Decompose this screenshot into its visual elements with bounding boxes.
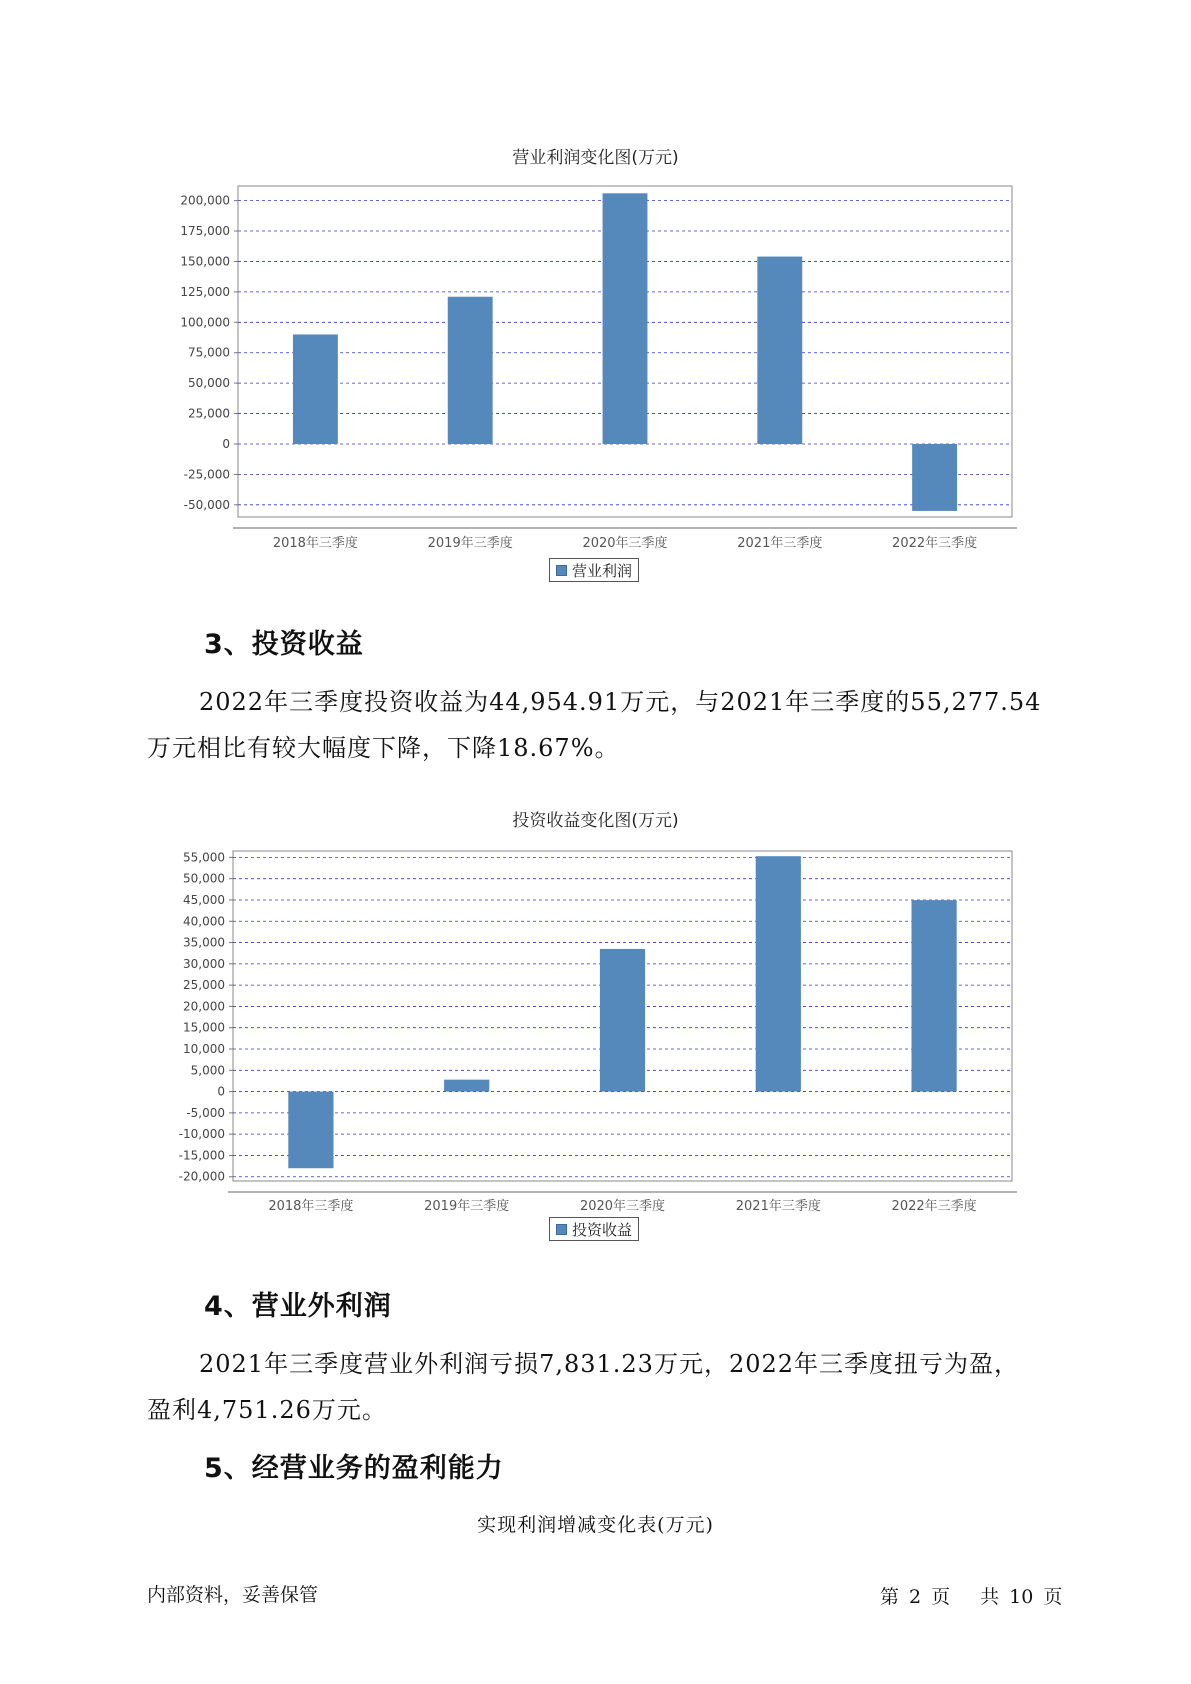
bar [756, 856, 801, 1091]
y-tick-label: 150,000 [180, 254, 230, 269]
bar [288, 1092, 333, 1169]
y-tick-label: 20,000 [183, 999, 225, 1014]
bar [444, 1080, 489, 1092]
y-tick-label: 10,000 [183, 1042, 225, 1056]
x-tick-label: 2019年三季度 [424, 1199, 510, 1214]
x-tick-label: 2020年三季度 [582, 536, 668, 551]
page-number: 2 [909, 1586, 922, 1608]
y-tick-label: 25,000 [188, 406, 230, 421]
y-tick-label: 45,000 [183, 892, 225, 907]
y-tick-label: 50,000 [188, 376, 230, 391]
y-tick-label: -5,000 [186, 1105, 225, 1120]
paragraph-line: 2022年三季度投资收益为44,954.91万元，与2021年三季度的55,277.54 [199, 688, 1042, 716]
x-tick-label: 2021年三季度 [735, 1199, 821, 1214]
paragraph-line: 2021年三季度营业外利润亏损7,831.23万元，2022年三季度扭亏为盈， [199, 1350, 1020, 1378]
paragraph-line: 万元相比有较大幅度下降，下降18.67%。 [147, 734, 620, 762]
section-heading: 3、投资收益 [204, 629, 364, 660]
footer-page-info [880, 1582, 1072, 1609]
x-tick-label: 2020年三季度 [579, 1199, 666, 1214]
x-tick-label: 2022年三季度 [891, 1199, 977, 1214]
x-tick-label: 2021年三季度 [737, 536, 823, 551]
bar [912, 900, 957, 1091]
y-tick-label: 5,000 [190, 1063, 225, 1078]
page-unit: 页 [931, 1586, 951, 1608]
x-tick-label: 2018年三季度 [268, 1199, 354, 1214]
y-tick-label: 50,000 [183, 871, 225, 886]
y-tick-label: 35,000 [183, 935, 225, 950]
total-prefix: 共 [980, 1586, 1000, 1608]
x-tick-label: 2019年三季度 [427, 536, 513, 551]
paragraph-line: 盈利4,751.26万元。 [147, 1396, 387, 1424]
total-number: 10 [1009, 1586, 1034, 1608]
legend-swatch [556, 1224, 567, 1235]
y-tick-label: 15,000 [183, 1020, 225, 1035]
chart-title: 投资收益变化图(万元) [512, 811, 679, 831]
y-tick-label: 55,000 [183, 850, 225, 865]
y-tick-label: 75,000 [188, 345, 230, 360]
y-tick-label: -25,000 [183, 467, 230, 482]
y-tick-label: 125,000 [180, 284, 230, 299]
y-tick-label: 100,000 [180, 315, 230, 330]
y-tick-label: -15,000 [178, 1148, 225, 1163]
chart-legend [549, 1217, 639, 1241]
y-tick-label: -10,000 [178, 1127, 225, 1142]
total-unit: 页 [1043, 1586, 1063, 1608]
footer-confidential-note: 内部资料，妥善保管 [147, 1584, 319, 1606]
y-tick-label: 30,000 [183, 956, 225, 971]
legend-label: 投资收益 [572, 1220, 633, 1239]
table-caption: 实现利润增减变化表(万元) [477, 1514, 714, 1536]
y-tick-label: 40,000 [183, 914, 225, 929]
x-tick-label: 2018年三季度 [272, 536, 358, 551]
page-prefix: 第 [880, 1586, 900, 1608]
x-tick-label: 2022年三季度 [892, 536, 978, 551]
y-tick-label: 175,000 [180, 224, 230, 239]
section-heading: 4、营业外利润 [204, 1291, 392, 1322]
y-tick-label: -20,000 [178, 1169, 225, 1184]
section-paragraph [147, 1341, 1077, 1433]
chart-title: 营业利润变化图(万元) [512, 148, 679, 168]
y-tick-label: 200,000 [180, 193, 230, 208]
y-tick-label: -50,000 [183, 497, 230, 512]
y-tick-label: 0 [222, 436, 230, 451]
bar [600, 949, 645, 1092]
section-heading: 5、经营业务的盈利能力 [204, 1453, 504, 1484]
y-tick-label: 0 [217, 1084, 225, 1099]
y-tick-label: 25,000 [183, 978, 225, 993]
legend-label: 营业利润 [572, 561, 633, 580]
